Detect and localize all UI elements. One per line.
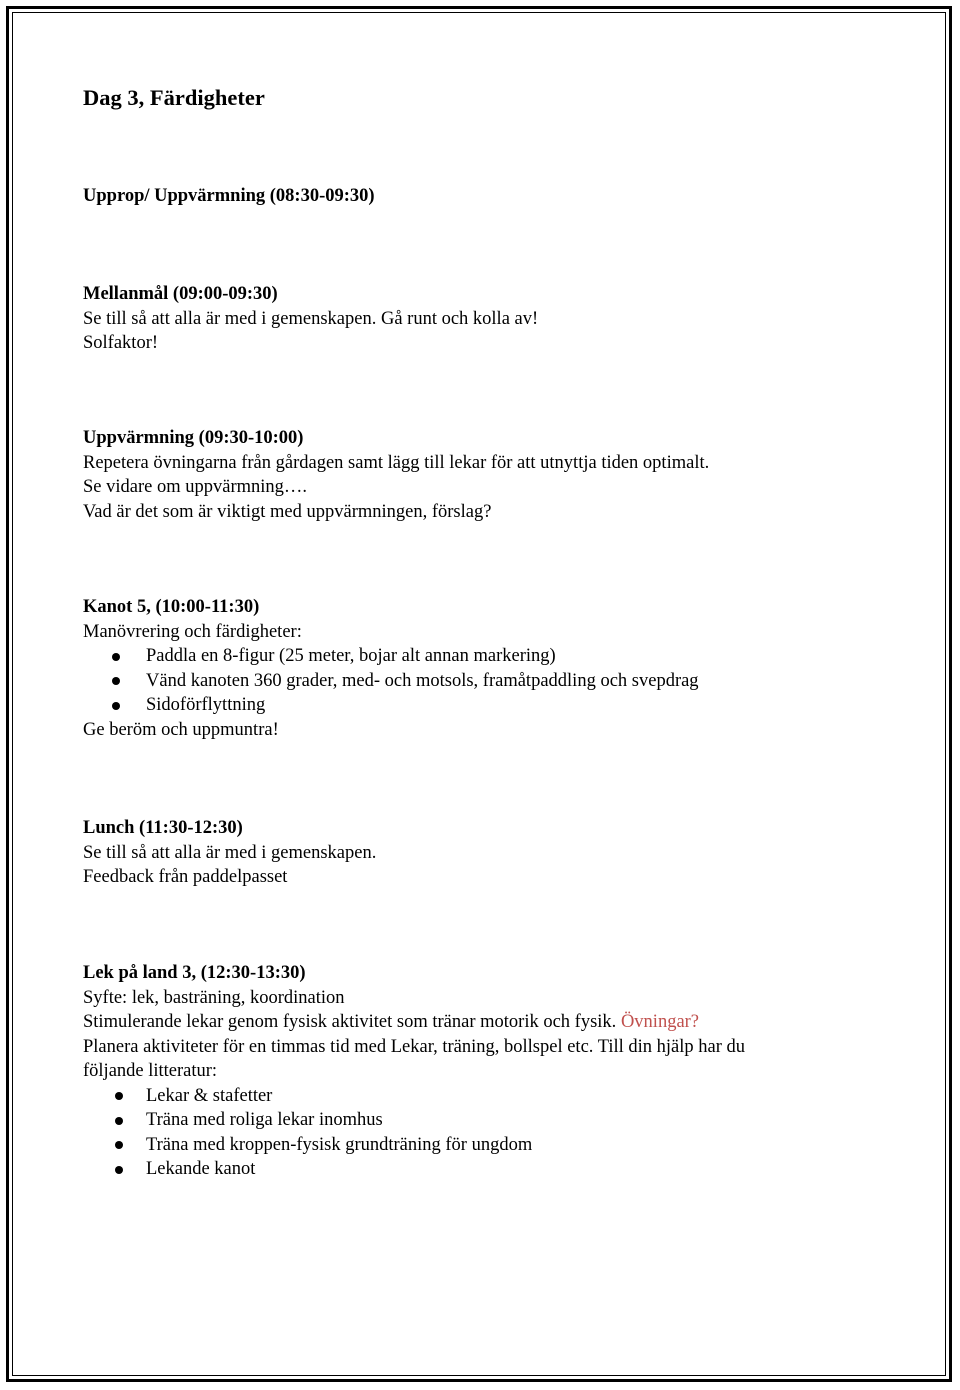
bullet-list [83,1084,745,1182]
list-item-label: Träna med kroppen-fysisk grundträning för ungdom [146,1134,533,1155]
section-heading: Uppvärmning (09:30-10:00) [83,428,304,448]
section-heading: Mellanmål (09:00-09:30) [83,284,278,304]
list-item-label: Lekar & stafetter [146,1085,273,1106]
list-item-label: Vänd kanoten 360 grader, med- och motsols, framåtpaddling och svepdrag [146,670,699,691]
list-item-label: Lekande kanot [146,1159,256,1179]
list-item-label: Träna med roliga lekar inomhus [146,1110,383,1130]
text-line: Repetera övningarna från gårdagen samt lägg till lekar för att utnyttja tiden optimalt. [83,452,710,473]
section-uppvarmning [83,426,709,524]
section-lek-pa-land [83,961,745,1182]
section-mellanmal [83,282,538,356]
bullet-icon [115,1141,123,1149]
list-item-label: Sidoförflyttning [146,695,266,715]
text-line: Se till så att alla är med i gemenskapen. Gå runt och kolla av! [83,308,539,329]
outro-line: Ge beröm och uppmuntra! [83,719,279,740]
list-item-label: Paddla en 8-figur (25 meter, bojar alt annan markering) [146,646,556,666]
section-heading: Kanot 5, (10:00-11:30) [83,597,260,617]
list-item [83,1133,745,1158]
text-line: Syfte: lek, basträning, koordination [83,987,345,1008]
section-lunch [83,816,376,890]
bullet-icon [115,1117,123,1125]
list-item [83,669,699,694]
section-heading: Upprop/ Uppvärmning (08:30-09:30) [83,186,375,206]
text-line: följande litteratur: [83,1061,218,1081]
list-item [83,693,699,718]
text-line: Feedback från paddelpasset [83,867,288,887]
text-line: Vad är det som är viktigt med uppvärmningen, förslag? [83,501,492,522]
section-upprop [83,184,375,209]
intro-line: Manövrering och färdigheter: [83,621,302,642]
text-segment: Stimulerande lekar genom fysisk aktivitet som tränar motorik och fysik. [83,1012,617,1032]
bullet-icon [115,1092,123,1100]
section-kanot [83,595,699,742]
list-item [83,1157,745,1182]
list-item [83,1084,745,1109]
bullet-list [83,644,699,718]
section-heading: Lek på land 3, (12:30-13:30) [83,963,306,983]
text-line: Se vidare om uppvärmning…. [83,477,308,497]
bullet-icon [112,702,120,710]
page-title: Dag 3, Färdigheter [83,85,265,110]
text-line: Solfaktor! [83,333,159,353]
section-heading: Lunch (11:30-12:30) [83,818,243,838]
text-line [83,1010,745,1035]
text-line: Planera aktiviteter för en timmas tid med Lekar, träning, bollspel etc. Till din hjälp har du [83,1036,746,1057]
ovningar-link[interactable]: Övningar? [620,1012,700,1032]
bullet-icon [112,677,120,685]
bullet-icon [112,653,120,661]
text-line: Se till så att alla är med i gemenskapen. [83,842,377,863]
bullet-icon [115,1166,123,1174]
list-item [83,644,699,669]
list-item [83,1108,745,1133]
